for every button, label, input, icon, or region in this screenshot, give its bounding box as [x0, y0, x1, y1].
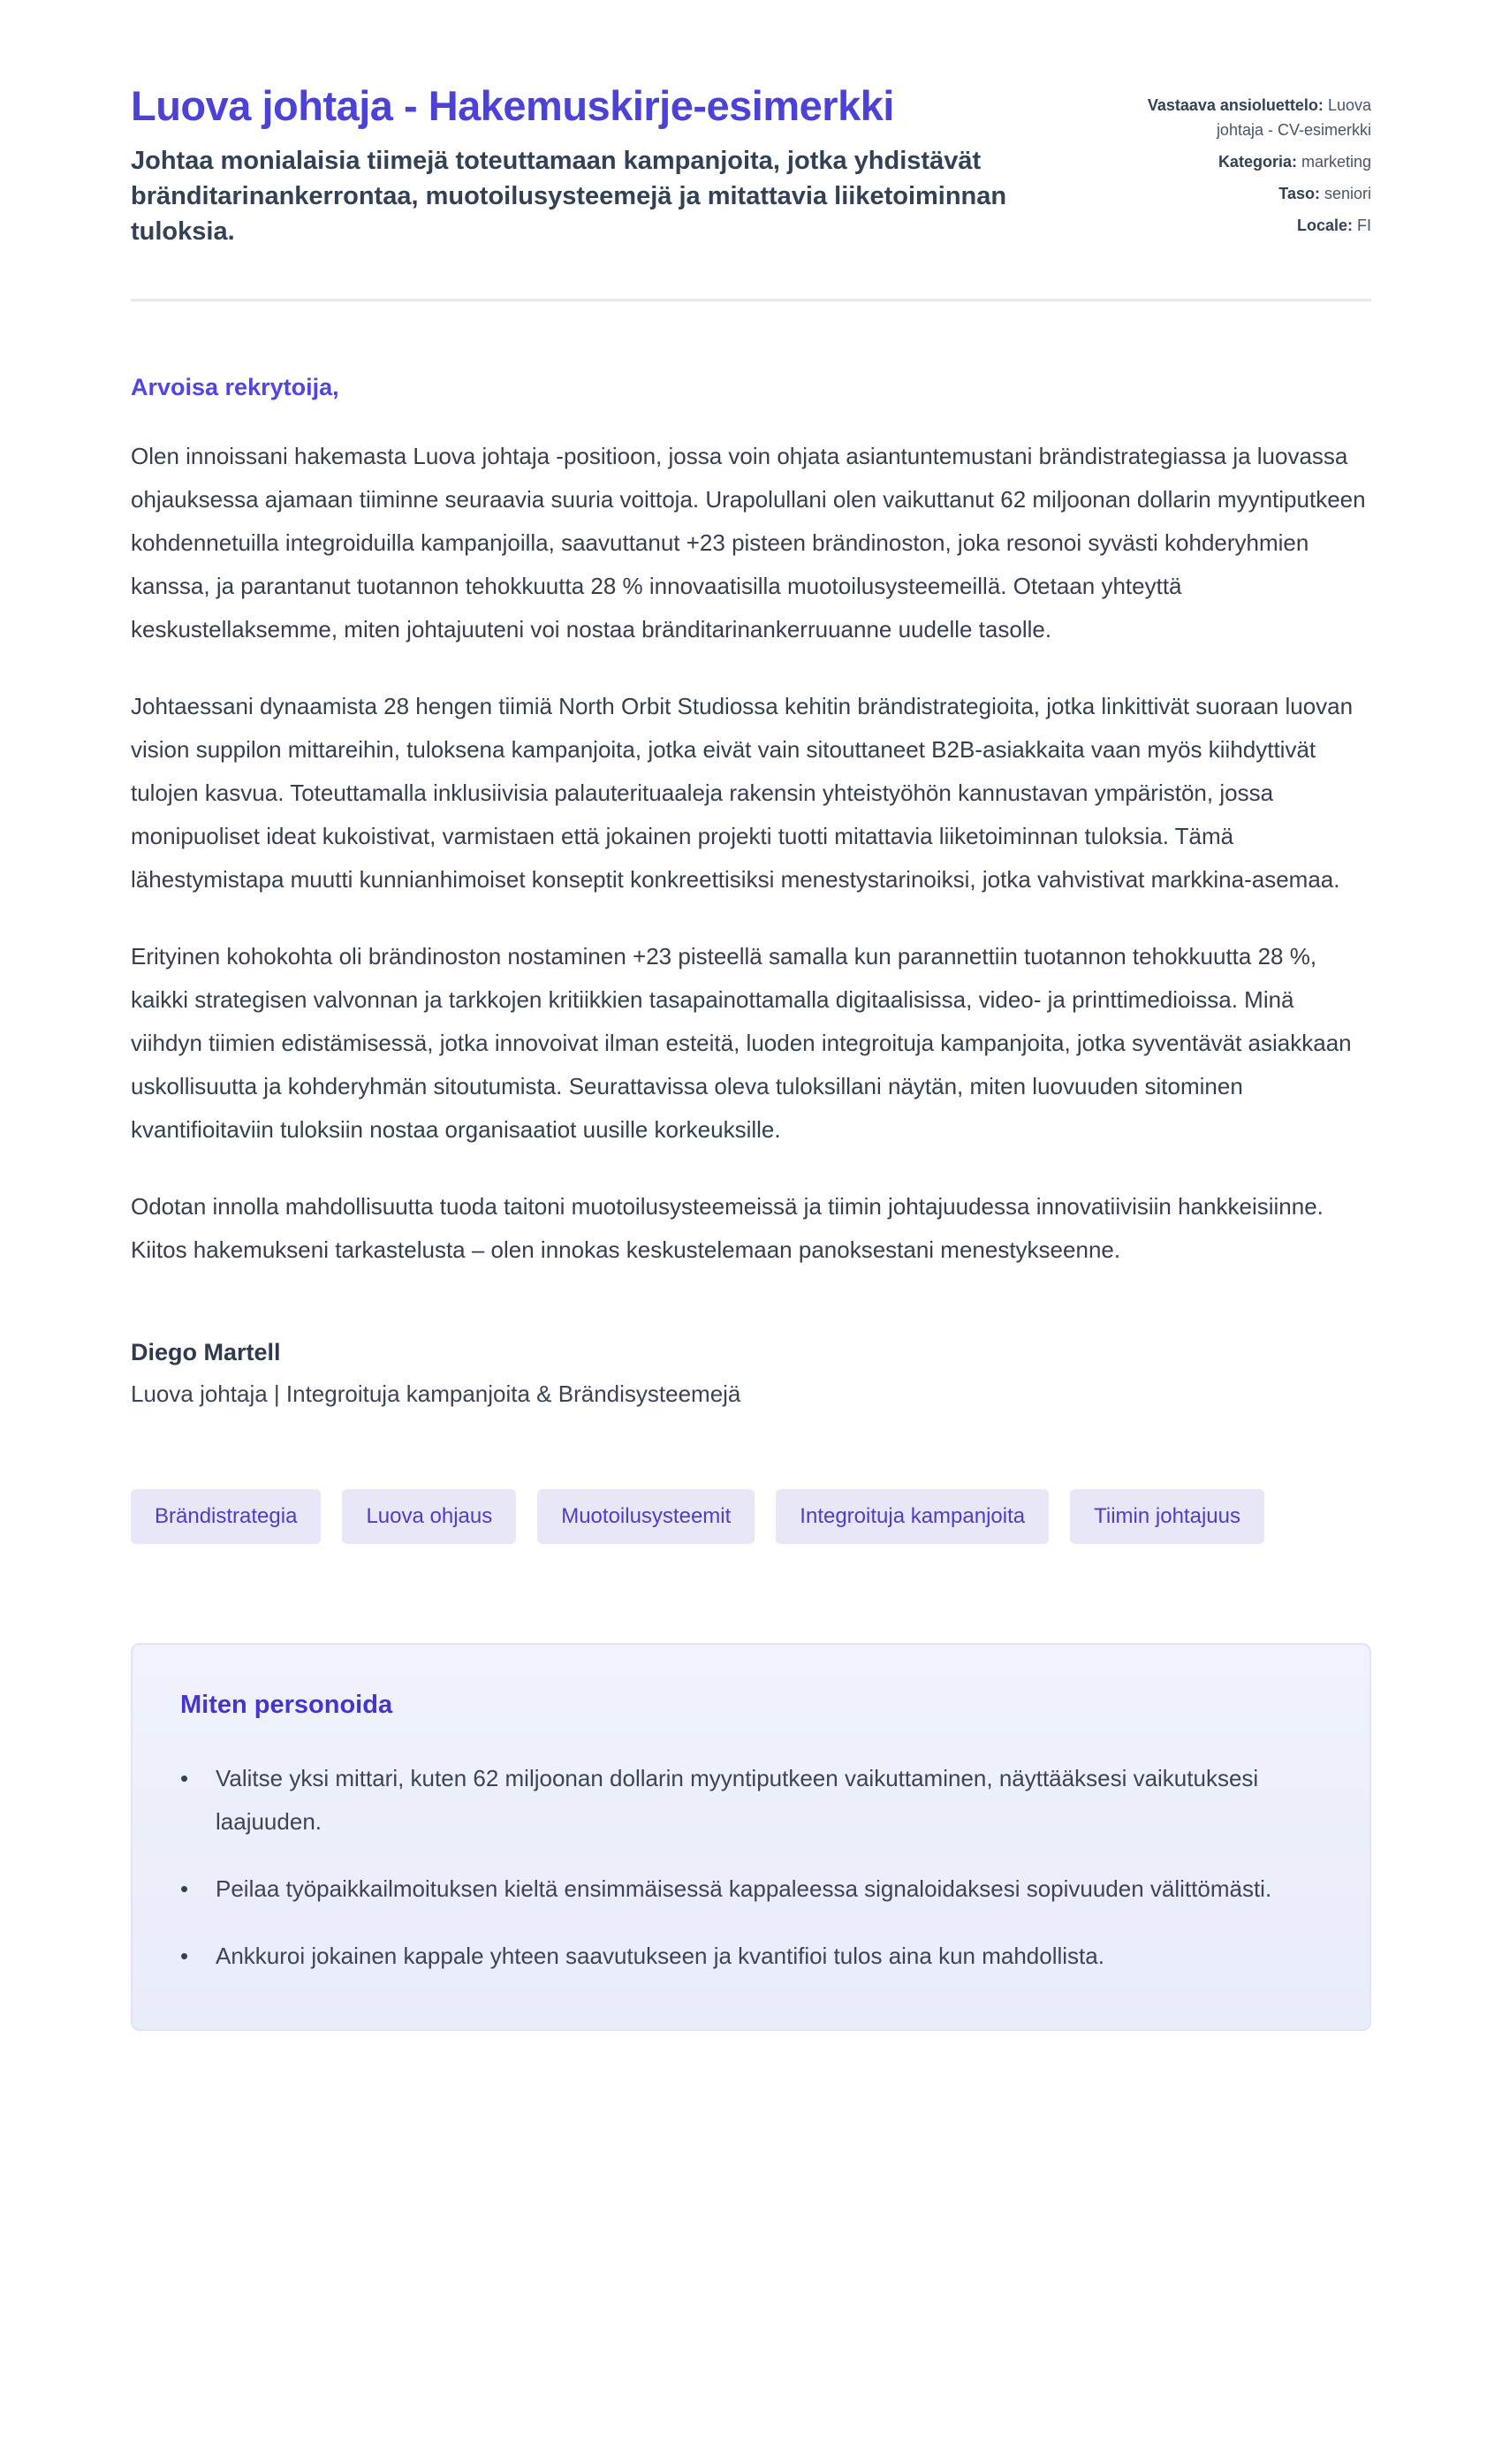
meta-panel	[1099, 81, 1371, 245]
meta-row-locale	[1099, 214, 1371, 239]
tip-text-3: Ankkuroi jokainen kappale yhteen saavutukseen ja kvantifioi tulos aina kun mahdollista.	[216, 1943, 1104, 1970]
letter-paragraph-3: Erityinen kohokohta oli brändinoston nostaminen +23 pisteellä samalla kun parannettiin tuotannon tehokkuutta 28 %, kaikki strategisen valvonnan ja tarkkojen kritiikkien tasapainottamalla digitaalisissa, video- ja printtimedioissa. Minä viihdyn tiimien edistämisessä, jotka innovoivat ilman esteitä, luoden integroituja kampanjoita, jotka syventävät asiakkaan uskollisuutta ja kohderyhmän sitoutumista. Seurattavissa oleva tuloksillani näytän, miten luovuuden sitominen kvantifioitaviin tuloksiin nostaa organisaatiot uusille korkeuksille.	[131, 943, 1352, 1144]
tips-box	[131, 1643, 1371, 2031]
tips-list	[180, 1757, 1322, 1978]
tip-item-2	[180, 1867, 1322, 1911]
meta-label-matching-resume: Vastaava ansioluettelo:	[1147, 96, 1324, 114]
meta-row-matching-resume	[1099, 94, 1371, 143]
tip-text-1: Valitse yksi mittari, kuten 62 miljoonan dollarin myyntiputkeen vaikuttaminen, näyttääksesi vaikutuksesi laajuuden.	[216, 1765, 1259, 1836]
meta-row-category	[1099, 150, 1371, 175]
divider	[131, 299, 1371, 301]
meta-value-category: marketing	[1301, 152, 1371, 171]
tips-title: Miten personoida	[180, 1691, 393, 1720]
tag-integroituja-kampanjoita[interactable]: Integroituja kampanjoita	[776, 1489, 1049, 1544]
tag-tiimin-johtajuus[interactable]: Tiimin johtajuus	[1070, 1489, 1264, 1544]
bullet-icon: •	[180, 1765, 189, 1792]
tag-muotoilusysteemit[interactable]: Muotoilusysteemit	[537, 1489, 755, 1544]
tag-brandistrategia[interactable]: Brändistrategia	[131, 1489, 321, 1544]
letter-paragraph-4: Odotan innolla mahdollisuutta tuoda taitoni muotoilusysteemeissä ja tiimin johtajuudessa innovatiivisiin hankkeisiinne. Kiitos hakemukseni tarkastelusta – olen innokas keskustelemaan panoksestani menestykseenne.	[131, 1193, 1324, 1264]
page-subtitle: Johtaa monialaisia tiimejä toteuttamaan kampanjoita, jotka yhdistävät bränditarinankerrontaa, muotoilusysteemejä ja mitattavia liiketoiminnan tuloksia.	[131, 147, 1007, 247]
page-title: Luova johtaja - Hakemuskirje-esimerkki	[131, 82, 894, 129]
signature-role: Luova johtaja | Integroituja kampanjoita & Brändisysteemejä	[131, 1380, 741, 1408]
meta-value-matching-resume: Luova johtaja - CV-esimerkki	[1216, 96, 1371, 139]
tag-list	[131, 1489, 1371, 1544]
meta-label-level: Taso:	[1278, 184, 1320, 202]
bullet-icon: •	[180, 1943, 189, 1970]
meta-row-level	[1099, 182, 1371, 207]
meta-value-level: seniori	[1324, 184, 1371, 202]
bullet-icon: •	[180, 1875, 189, 1903]
tip-item-3	[180, 1935, 1322, 1978]
header	[131, 81, 1371, 249]
letter-body	[131, 374, 1371, 1408]
header-title-block	[131, 81, 1072, 249]
tip-item-1	[180, 1757, 1322, 1844]
letter-greeting: Arvoisa rekrytoija,	[131, 374, 339, 401]
meta-label-locale: Locale:	[1296, 216, 1353, 234]
letter-paragraph-1: Olen innoissani hakemasta Luova johtaja -positioon, jossa voin ohjata asiantuntemustani brändistrategiassa ja luovassa ohjauksessa ajamaan tiiminne seuraavia suuria voittoja. Urapolullani olen vaikuttanut 62 miljoonan dollarin myyntiputkeen kohdennetuilla integroiduilla kampanjoilla, saavuttanut +23 pisteen brändinoston, joka resonoi syvästi kohderyhmien kanssa, ja parantanut tuotannon tehokkuutta 28 % innovaatisilla muotoilusysteemeillä. Otetaan yhteyttä keskustellaksemme, miten johtajuuteni voi nostaa bränditarinankerruuanne uudelle tasolle.	[131, 443, 1366, 643]
signature-name: Diego Martell	[131, 1339, 281, 1366]
meta-label-category: Kategoria:	[1218, 152, 1297, 171]
tag-luova-ohjaus[interactable]: Luova ohjaus	[342, 1489, 516, 1544]
letter-paragraph-2: Johtaessani dynaamista 28 hengen tiimiä North Orbit Studiossa kehitin brändistrategioita, jotka linkittivät suoraan luovan vision suppilon mittareihin, tuloksena kampanjoita, jotka eivät vain sitouttaneet B2B-asiakkaita vaan myös kiihdyttivät tulojen kasvua. Toteuttamalla inklusiivisia palauterituaaleja rakensin yhteistyöhön kannustavan ympäristön, jossa monipuoliset ideat kukoistivat, varmistaen että jokainen projekti tuotti mitattavia liiketoiminnan tuloksia. Tämä lähestymistapa muutti kunnianhimoiset konseptit konkreettisiksi menestystarinoiksi, jotka vahvistivat markkina-asemaa.	[131, 693, 1354, 894]
tip-text-2: Peilaa työpaikkailmoituksen kieltä ensimmäisessä kappaleessa signaloidaksesi sopivuuden välittömästi.	[216, 1875, 1272, 1903]
meta-value-locale: FI	[1357, 216, 1371, 234]
